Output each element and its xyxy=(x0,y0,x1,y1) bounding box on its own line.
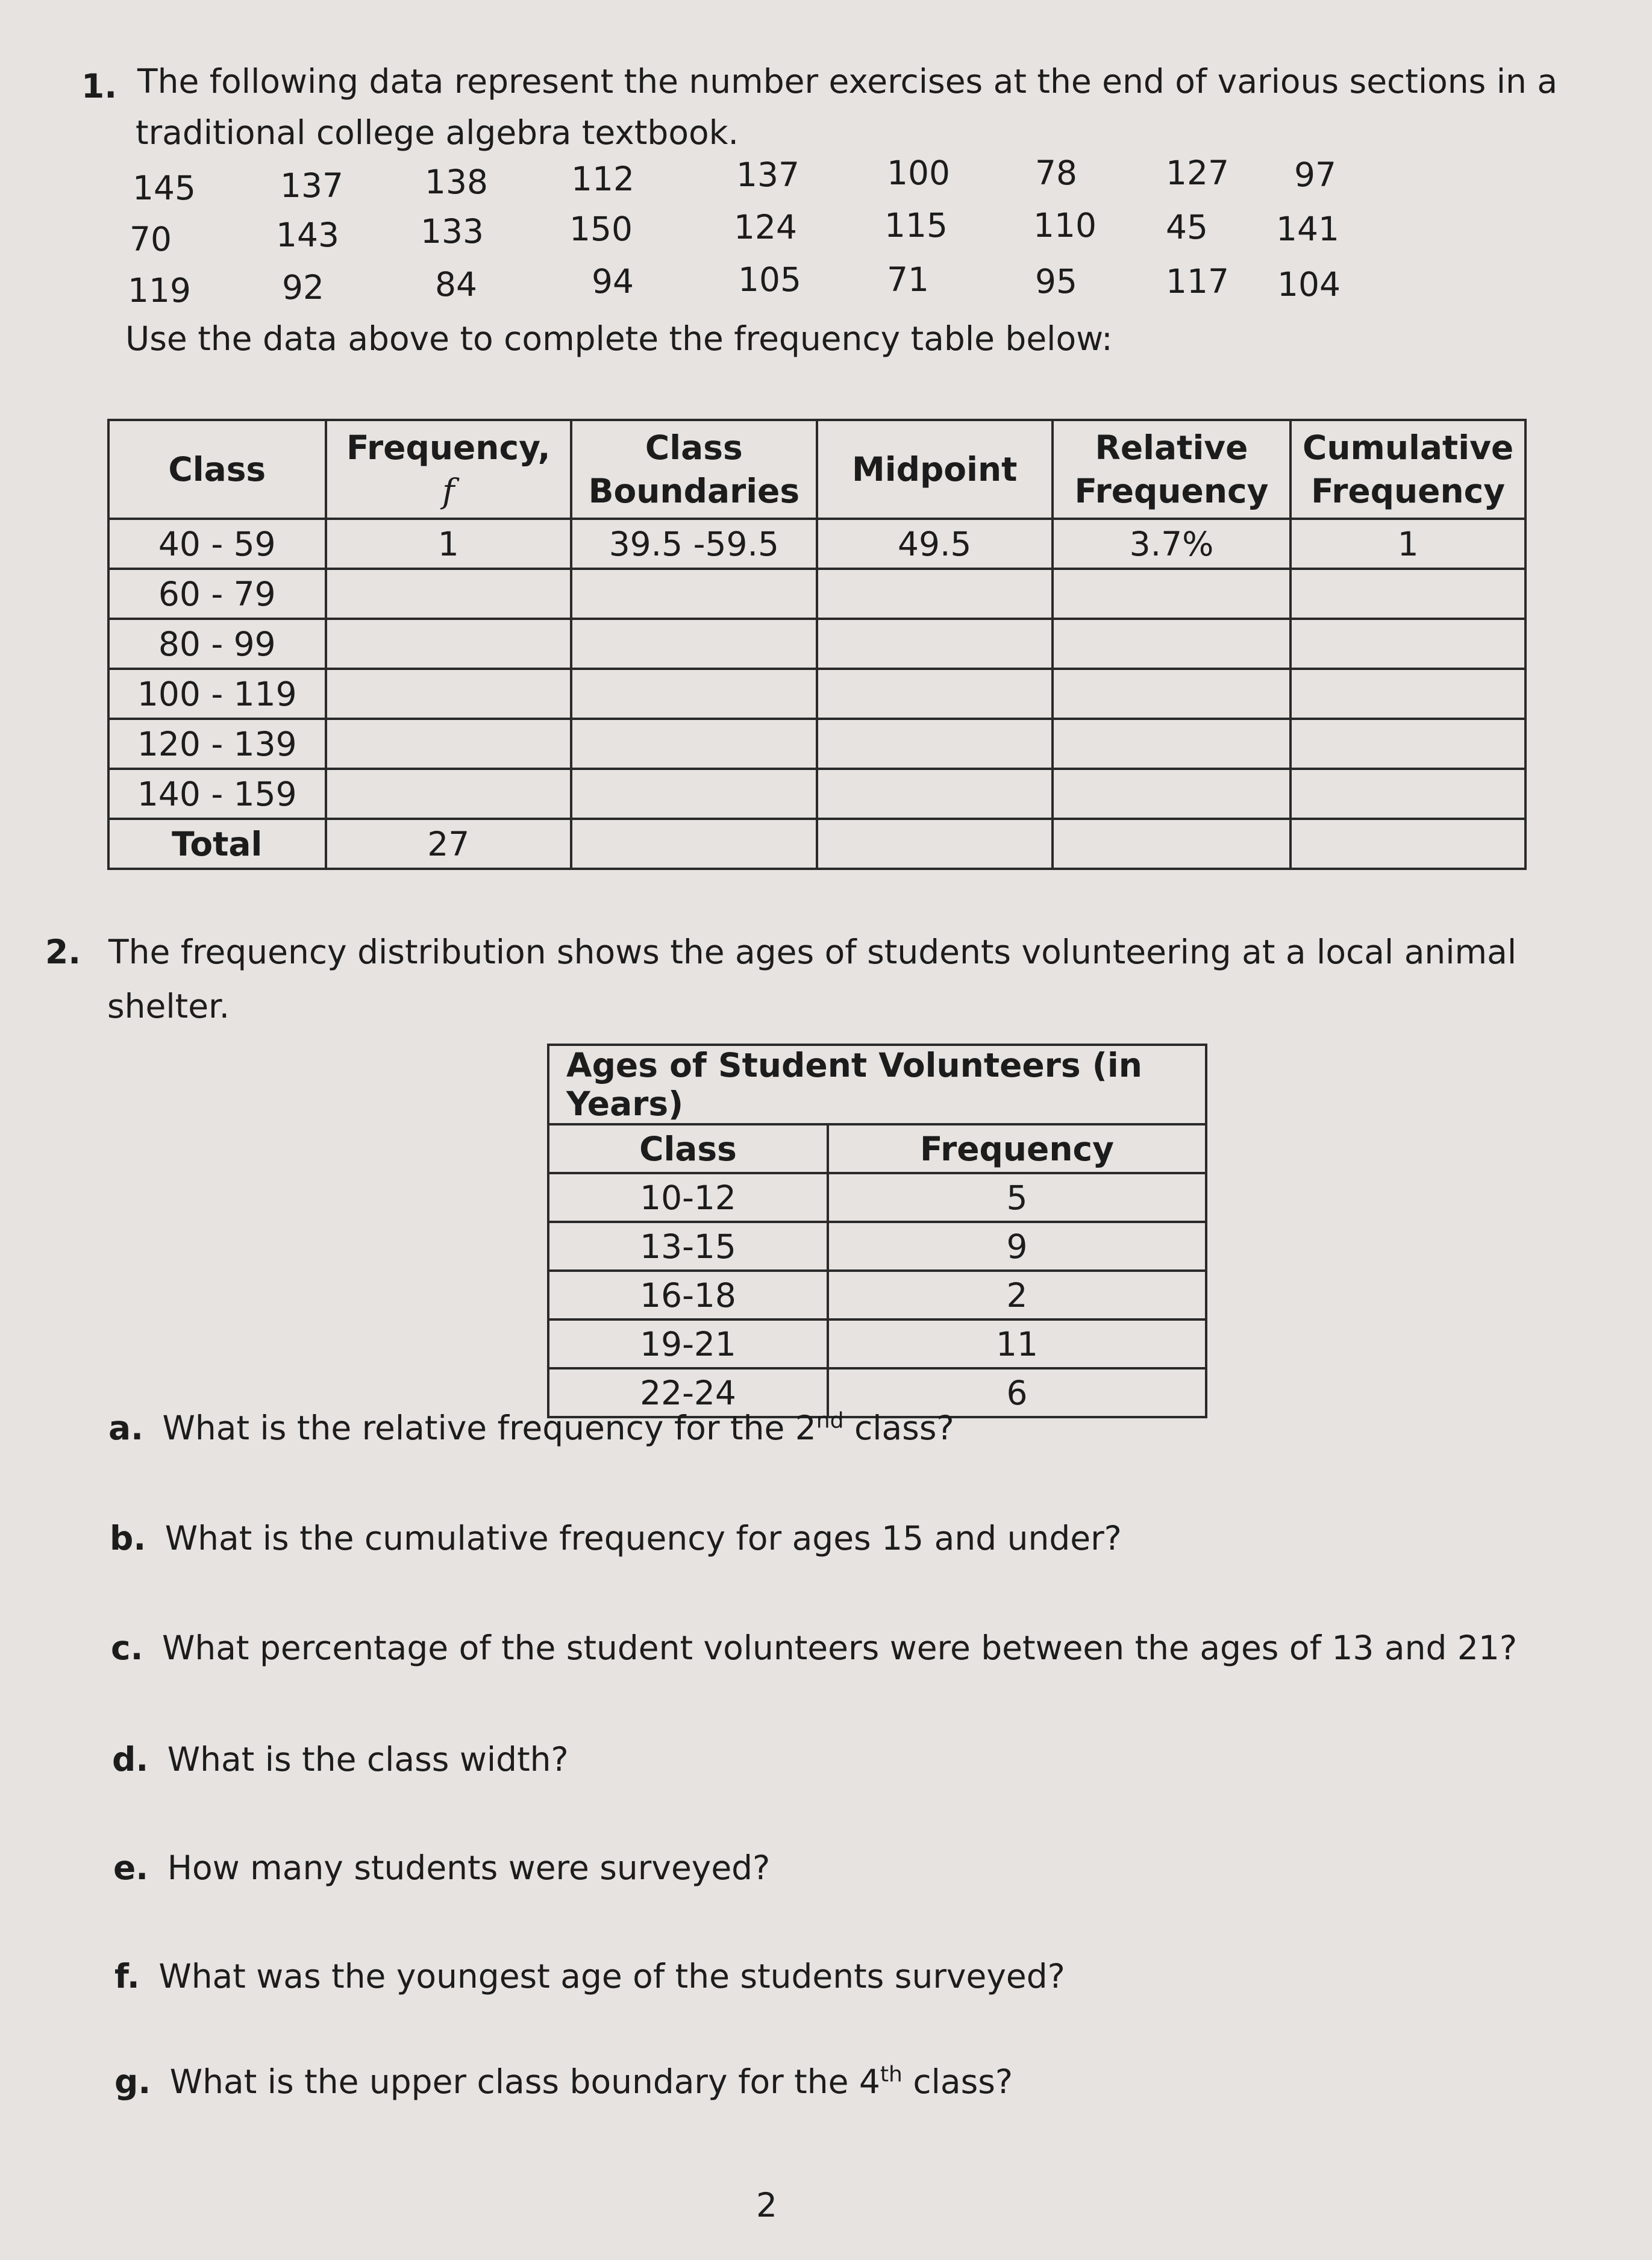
cell-boundaries[interactable] xyxy=(571,819,817,869)
header-cumulative-frequency: Cumulative Frequency xyxy=(1291,420,1525,519)
cell-cumulative[interactable] xyxy=(1291,719,1525,769)
table-row xyxy=(108,769,1525,819)
data-value: 137 xyxy=(736,155,799,194)
question-d xyxy=(112,1738,569,1780)
cell-boundaries[interactable]: 39.5 -59.5 xyxy=(571,519,817,569)
data-value: 70 xyxy=(130,220,172,258)
question-e xyxy=(113,1847,770,1889)
data-value: 84 xyxy=(435,265,477,304)
cell-cumulative[interactable] xyxy=(1291,669,1525,719)
cell-class: 22-24 xyxy=(548,1368,828,1417)
cell-class: 13-15 xyxy=(548,1222,828,1271)
cell-class: 40 - 59 xyxy=(108,519,326,569)
data-value: 78 xyxy=(1035,154,1077,192)
table-row xyxy=(108,569,1525,619)
question-text: What is the class width? xyxy=(167,1740,569,1779)
data-value: 45 xyxy=(1166,208,1208,246)
total-row xyxy=(108,819,1525,869)
cell-relative[interactable] xyxy=(1053,619,1291,669)
cell-midpoint[interactable] xyxy=(817,769,1053,819)
cell-cumulative[interactable]: 1 xyxy=(1291,519,1525,569)
cell-relative[interactable]: 3.7% xyxy=(1053,519,1291,569)
table-row xyxy=(108,719,1525,769)
total-frequency: 27 xyxy=(326,819,572,869)
q2-number: 2. xyxy=(45,933,81,971)
table-row xyxy=(548,1173,1206,1222)
q1-intro-line1: The following data represent the number exercises at the end of various sections in a xyxy=(137,62,1558,101)
q1-number: 1. xyxy=(81,67,117,105)
cell-class: 80 - 99 xyxy=(108,619,326,669)
question-a xyxy=(108,1407,954,1449)
cell-frequency[interactable] xyxy=(326,569,572,619)
data-value: 105 xyxy=(738,260,801,299)
question-text-end: class? xyxy=(902,2062,1013,2101)
question-g xyxy=(114,2061,1013,2103)
cell-boundaries[interactable] xyxy=(571,569,817,619)
question-b xyxy=(110,1517,1122,1559)
cell-frequency: 5 xyxy=(828,1173,1206,1222)
data-value: 92 xyxy=(282,268,324,307)
question-text: How many students were surveyed? xyxy=(167,1848,771,1887)
q1-intro-line2: traditional college algebra textbook. xyxy=(136,113,739,152)
cell-cumulative[interactable] xyxy=(1291,769,1525,819)
question-text: What is the upper class boundary for the 4 xyxy=(169,2062,880,2101)
header-class: Class xyxy=(108,420,326,519)
data-value: 115 xyxy=(884,206,948,245)
data-value: 71 xyxy=(887,260,929,299)
data-value: 110 xyxy=(1033,206,1097,245)
cell-midpoint[interactable] xyxy=(817,719,1053,769)
ages-table-header xyxy=(548,1124,1206,1173)
cell-relative[interactable] xyxy=(1053,669,1291,719)
data-value: 95 xyxy=(1035,262,1077,301)
cell-relative[interactable] xyxy=(1053,769,1291,819)
question-text: What is the relative frequency for the 2 xyxy=(162,1409,816,1447)
page-number: 2 xyxy=(756,2186,777,2224)
cell-boundaries[interactable] xyxy=(571,719,817,769)
question-text: What percentage of the student volunteers were between the ages of 13 and 21? xyxy=(161,1629,1518,1667)
table-row xyxy=(548,1271,1206,1319)
frequency-table-header xyxy=(108,420,1525,519)
cell-frequency[interactable]: 1 xyxy=(326,519,572,569)
cell-cumulative[interactable] xyxy=(1291,819,1525,869)
cell-frequency: 6 xyxy=(828,1368,1206,1417)
data-value: 117 xyxy=(1166,262,1229,301)
ages-table xyxy=(547,1044,1207,1418)
cell-class: 60 - 79 xyxy=(108,569,326,619)
cell-frequency: 11 xyxy=(828,1319,1206,1368)
data-value: 119 xyxy=(128,271,191,310)
q2-intro-line2: shelter. xyxy=(107,987,230,1025)
cell-frequency: 9 xyxy=(828,1222,1206,1271)
header-class-boundaries: Class Boundaries xyxy=(571,420,817,519)
data-value: 133 xyxy=(421,212,484,251)
data-value: 137 xyxy=(280,166,343,205)
question-letter: a. xyxy=(108,1409,144,1447)
cell-frequency[interactable] xyxy=(326,669,572,719)
cell-cumulative[interactable] xyxy=(1291,569,1525,619)
header-midpoint: Midpoint xyxy=(817,420,1053,519)
ages-table-caption: Ages of Student Volunteers (in Years) xyxy=(548,1045,1206,1124)
question-f xyxy=(114,1955,1065,1997)
header-frequency: Frequency xyxy=(828,1124,1206,1173)
header-relative-frequency: Relative Frequency xyxy=(1053,420,1291,519)
cell-boundaries[interactable] xyxy=(571,619,817,669)
question-text-end: class? xyxy=(843,1409,954,1447)
data-value: 145 xyxy=(133,169,196,207)
cell-cumulative[interactable] xyxy=(1291,619,1525,669)
header-class: Class xyxy=(548,1124,828,1173)
table-row xyxy=(548,1222,1206,1271)
data-value: 97 xyxy=(1294,155,1336,194)
total-label: Total xyxy=(108,819,326,869)
question-text: What was the youngest age of the students surveyed? xyxy=(158,1957,1065,1995)
cell-class: 100 - 119 xyxy=(108,669,326,719)
cell-class: 19-21 xyxy=(548,1319,828,1368)
table-row xyxy=(108,669,1525,719)
header-frequency: Frequency, f xyxy=(326,420,572,519)
question-letter: d. xyxy=(112,1740,149,1779)
question-c xyxy=(111,1627,1517,1669)
table-row xyxy=(108,619,1525,669)
frequency-table xyxy=(107,419,1527,870)
q2-intro-line1: The frequency distribution shows the ages of students volunteering at a local animal xyxy=(108,933,1517,971)
question-letter: e. xyxy=(113,1848,149,1887)
data-value: 143 xyxy=(276,216,339,254)
question-letter: g. xyxy=(114,2062,151,2101)
data-value: 141 xyxy=(1276,210,1339,248)
cell-midpoint[interactable] xyxy=(817,569,1053,619)
cell-midpoint[interactable] xyxy=(817,619,1053,669)
question-sup: nd xyxy=(816,1408,844,1433)
data-value: 104 xyxy=(1277,265,1341,304)
question-sup: th xyxy=(880,2062,903,2087)
data-value: 127 xyxy=(1166,154,1229,192)
data-value: 94 xyxy=(592,262,634,301)
question-letter: f. xyxy=(114,1957,140,1995)
cell-relative[interactable] xyxy=(1053,569,1291,619)
question-letter: b. xyxy=(110,1519,146,1557)
cell-midpoint[interactable]: 49.5 xyxy=(817,519,1053,569)
cell-frequency[interactable] xyxy=(326,769,572,819)
data-value: 112 xyxy=(571,160,634,198)
data-value: 124 xyxy=(734,208,797,246)
cell-frequency[interactable] xyxy=(326,619,572,669)
cell-midpoint[interactable] xyxy=(817,669,1053,719)
cell-class: 140 - 159 xyxy=(108,769,326,819)
cell-boundaries[interactable] xyxy=(571,769,817,819)
data-value: 138 xyxy=(425,163,488,201)
cell-frequency: 2 xyxy=(828,1271,1206,1319)
ages-table-caption-row xyxy=(548,1045,1206,1124)
cell-class: 10-12 xyxy=(548,1173,828,1222)
question-letter: c. xyxy=(111,1629,143,1667)
cell-class: 120 - 139 xyxy=(108,719,326,769)
cell-boundaries[interactable] xyxy=(571,669,817,719)
cell-midpoint[interactable] xyxy=(817,819,1053,869)
data-value: 100 xyxy=(887,154,950,192)
cell-relative[interactable] xyxy=(1053,819,1291,869)
question-text: What is the cumulative frequency for ages 15 and under? xyxy=(164,1519,1122,1557)
q1-instruction: Use the data above to complete the frequency table below: xyxy=(125,319,1113,358)
data-value: 150 xyxy=(569,210,633,248)
cell-frequency[interactable] xyxy=(326,719,572,769)
cell-class: 16-18 xyxy=(548,1271,828,1319)
table-row xyxy=(108,519,1525,569)
cell-relative[interactable] xyxy=(1053,719,1291,769)
table-row xyxy=(548,1319,1206,1368)
